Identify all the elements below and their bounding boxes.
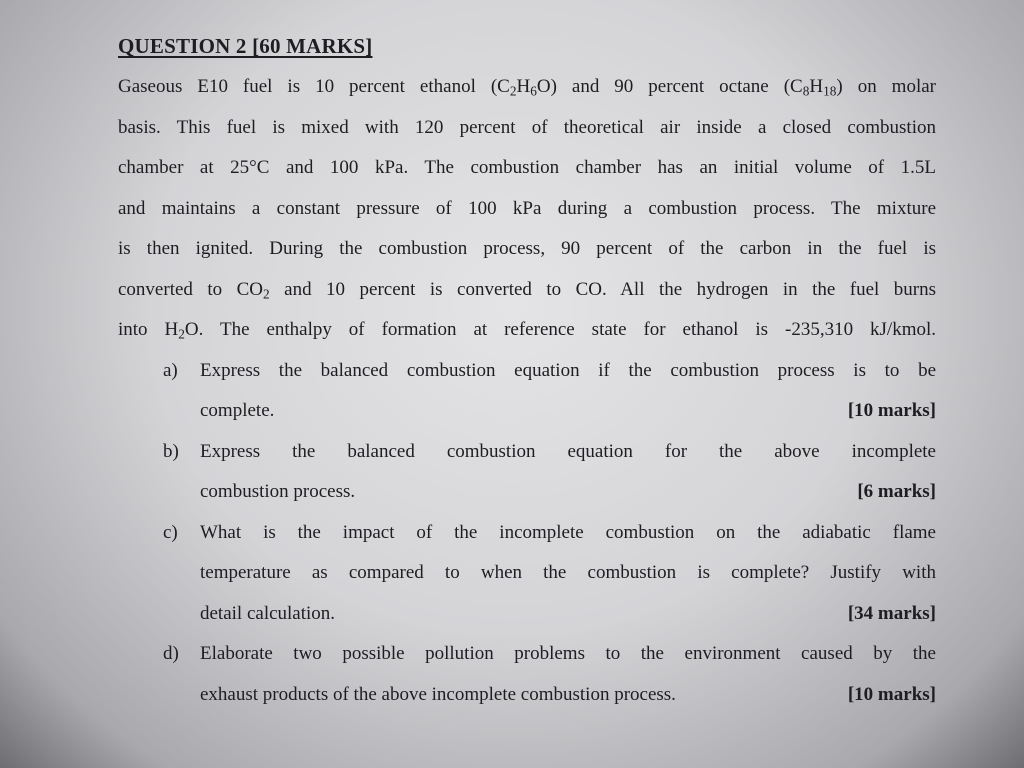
part-text-line: temperature as compared to when the combustion is complete? Justify with bbox=[200, 562, 936, 583]
part-text-line: Express the balanced combustion equation if the combustion process is to be bbox=[200, 359, 936, 381]
part-final-line bbox=[200, 594, 936, 635]
part-letter: d) bbox=[163, 643, 179, 664]
part-text-line: Express the balanced combustion equation for the above incomplete bbox=[200, 440, 936, 462]
question-intro bbox=[118, 67, 936, 351]
marks-label: [10 marks] bbox=[847, 400, 936, 421]
question-sheet bbox=[118, 34, 936, 715]
question-title: QUESTION 2 [60 MARKS] bbox=[118, 34, 373, 58]
part-final-line bbox=[200, 472, 936, 513]
part-letter: a) bbox=[163, 359, 178, 381]
part-text-line: Elaborate two possible pollution problems to the environment caused by the bbox=[200, 643, 936, 664]
question-parts bbox=[118, 351, 936, 716]
part-final-line bbox=[200, 391, 936, 432]
part-b bbox=[118, 432, 936, 513]
part-text-line: exhaust products of the above incomplete combustion process. bbox=[200, 683, 676, 705]
part-letter: b) bbox=[163, 440, 179, 462]
subscript: 2 bbox=[178, 326, 185, 342]
part-final-line bbox=[200, 675, 936, 716]
subscript: 6 bbox=[530, 83, 537, 99]
part-text-line: detail calculation. bbox=[200, 602, 336, 624]
part-text-line: What is the impact of the incomplete combustion on the adiabatic flame bbox=[200, 521, 936, 543]
marks-label: [10 marks] bbox=[847, 683, 936, 705]
part-d bbox=[118, 634, 936, 715]
subscript: 2 bbox=[263, 285, 270, 301]
subscript: 8 bbox=[802, 83, 810, 99]
intro-line-7: into $H_2O$. The enthalpy of formation at reference state for ethanol is -235,310 kJ/kmol. bbox=[118, 319, 937, 342]
part-text-line: combustion process. bbox=[200, 481, 356, 502]
part-a bbox=[118, 351, 936, 432]
intro-line-2: basis. This fuel is mixed with 120 percent of theoretical air inside a closed combustion bbox=[118, 116, 936, 138]
intro-line-6: converted to $CO_2$ and 10 percent is converted to CO. All the hydrogen in the fuel burns bbox=[118, 278, 936, 301]
part-letter: c) bbox=[163, 521, 178, 543]
marks-label: [6 marks] bbox=[857, 481, 936, 502]
intro-line-3: chamber at 25°C and 100 kPa. The combustion chamber has an initial volume of 1.5L bbox=[118, 157, 936, 178]
subscript: 2 bbox=[509, 83, 517, 99]
part-text-line: complete. bbox=[200, 400, 275, 421]
part-c bbox=[118, 513, 936, 635]
intro-line-1: Gaseous E10 fuel is 10 percent ethanol $(C_2H_6O)$ and 90 percent octane $(C_8H_{18})$ on molar bbox=[118, 76, 936, 99]
subscript: 18 bbox=[823, 83, 837, 99]
marks-label: [34 marks] bbox=[847, 602, 936, 624]
intro-line-5: is then ignited. During the combustion process, 90 percent of the carbon in the fuel is bbox=[118, 238, 936, 259]
intro-line-4: and maintains a constant pressure of 100 kPa during a combustion process. The mixture bbox=[118, 197, 936, 219]
